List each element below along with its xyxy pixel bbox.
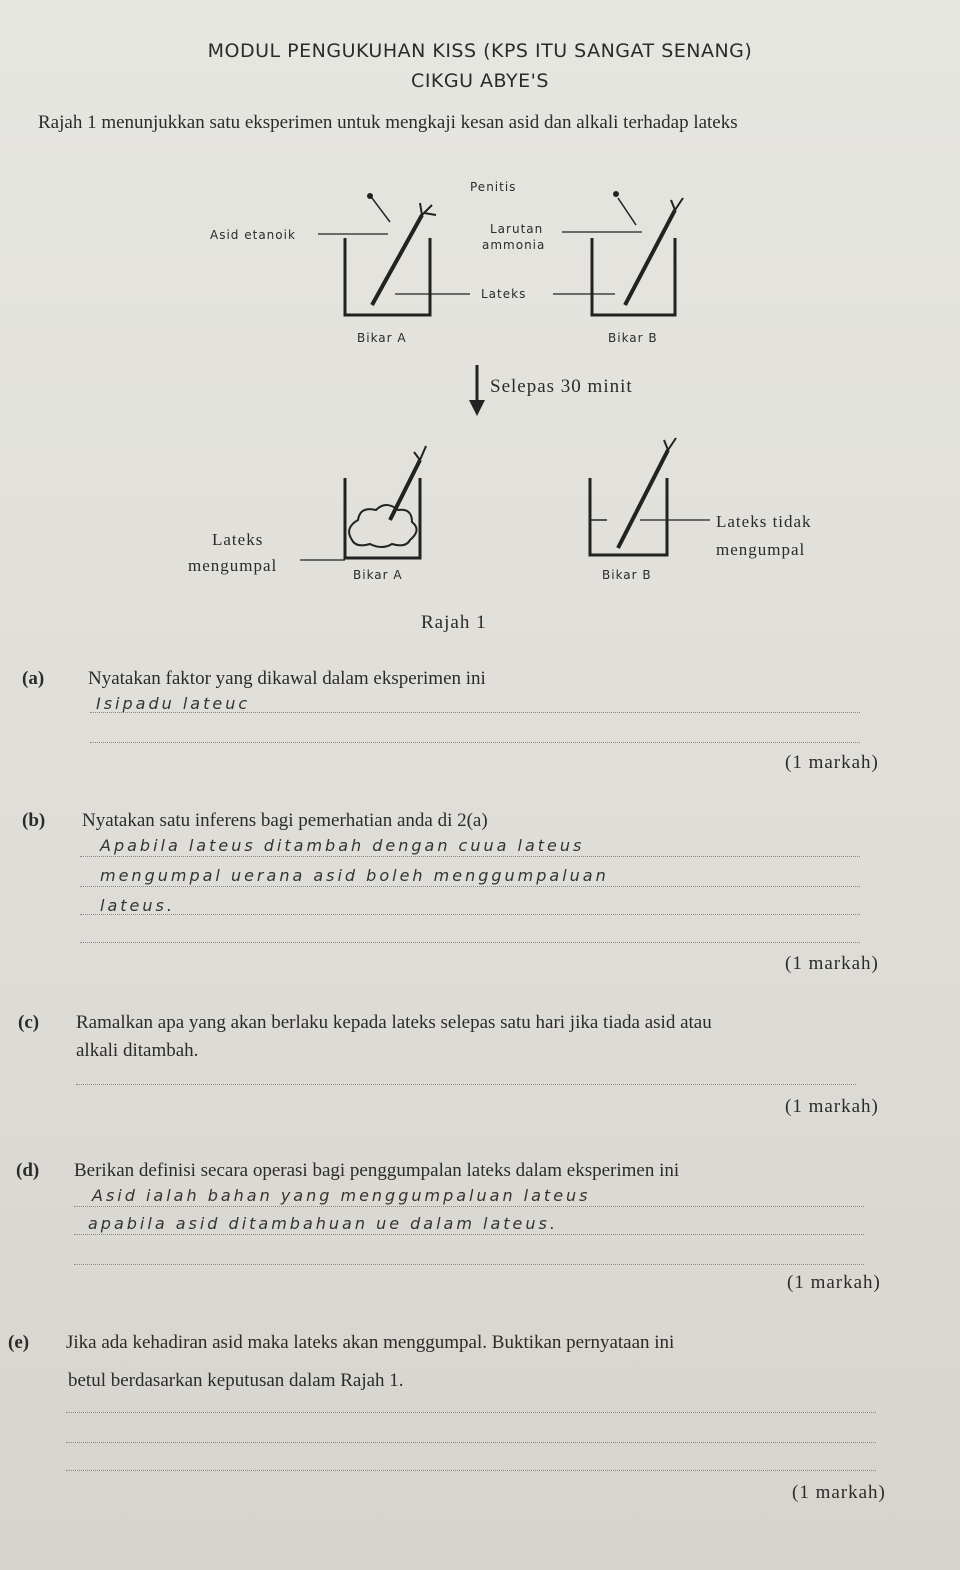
answer-line[interactable] bbox=[80, 942, 860, 943]
question-d-marks: (1 markah) bbox=[787, 1272, 881, 1293]
latex-label: Lateks bbox=[481, 287, 527, 301]
figure-caption: Rajah 1 bbox=[421, 612, 487, 633]
answer-d-line-2: apabila asid ditambahuan ue dalam lateus. bbox=[88, 1214, 558, 1233]
not-coagulated-label-2: mengumpal bbox=[716, 540, 806, 559]
answer-a-line-1: Isipadu lateuc bbox=[96, 694, 251, 713]
answer-line[interactable] bbox=[80, 914, 860, 915]
question-d-label: (d) bbox=[16, 1160, 40, 1181]
question-b-label: (b) bbox=[22, 810, 46, 831]
question-b-text: Nyatakan satu inferens bagi pemerhatian anda di 2(a) bbox=[82, 810, 488, 831]
answer-b-line-3: lateus. bbox=[100, 896, 175, 915]
question-c-text-1: Ramalkan apa yang akan berlaku kepada lateks selepas satu hari jika tiada asid atau bbox=[76, 1012, 712, 1033]
intro-text: Rajah 1 menunjukkan satu eksperimen untuk mengkaji kesan asid dan alkali terhadap lateks bbox=[38, 112, 738, 133]
teacher-name: CIKGU ABYE'S bbox=[411, 70, 549, 92]
not-coagulated-label-1: Lateks tidak bbox=[716, 512, 812, 531]
answer-line[interactable] bbox=[90, 742, 860, 743]
beaker-b-label: Bikar B bbox=[608, 331, 658, 345]
answer-line[interactable] bbox=[74, 1206, 864, 1207]
rajah-1-diagram bbox=[0, 0, 960, 650]
question-b-marks: (1 markah) bbox=[785, 953, 879, 974]
question-c-text-2: alkali ditambah. bbox=[76, 1040, 199, 1061]
beaker-b-bottom bbox=[590, 478, 667, 555]
beaker-a-label: Bikar A bbox=[357, 331, 407, 345]
question-d-text: Berikan definisi secara operasi bagi penggumpalan lateks dalam eksperimen ini bbox=[74, 1160, 680, 1181]
beaker-b2-label: Bikar B bbox=[602, 568, 652, 582]
beaker-b-top bbox=[592, 238, 675, 315]
answer-line[interactable] bbox=[74, 1234, 864, 1235]
coagulated-label-1: Lateks bbox=[212, 530, 264, 549]
question-a-label: (a) bbox=[22, 668, 45, 689]
question-a-text: Nyatakan faktor yang dikawal dalam eksperimen ini bbox=[88, 668, 486, 689]
answer-line[interactable] bbox=[76, 1084, 856, 1085]
down-arrow-icon bbox=[469, 400, 485, 416]
module-title: MODUL PENGUKUHAN KISS (KPS ITU SANGAT SENANG) bbox=[207, 40, 753, 62]
answer-line[interactable] bbox=[66, 1442, 876, 1443]
after-30-min: Selepas 30 minit bbox=[490, 376, 633, 397]
answer-line[interactable] bbox=[66, 1412, 876, 1413]
answer-line[interactable] bbox=[74, 1264, 864, 1265]
answer-b-line-1: Apabila lateus ditambah dengan cuua lateus bbox=[100, 836, 585, 855]
question-e-label: (e) bbox=[8, 1332, 30, 1353]
question-c-marks: (1 markah) bbox=[785, 1096, 879, 1117]
stirring-rod-b bbox=[625, 210, 675, 305]
stirring-rod-a bbox=[372, 215, 422, 305]
question-a-marks: (1 markah) bbox=[785, 752, 879, 773]
acid-label: Asid etanoik bbox=[210, 228, 296, 242]
answer-line[interactable] bbox=[80, 856, 860, 857]
beaker-a2-label: Bikar A bbox=[353, 568, 403, 582]
question-e-text-1: Jika ada kehadiran asid maka lateks akan menggumpal. Buktikan pernyataan ini bbox=[66, 1332, 675, 1353]
answer-b-line-2: mengumpal uerana asid boleh menggumpaluan bbox=[100, 866, 609, 885]
coagulated-latex bbox=[349, 505, 416, 547]
answer-d-line-1: Asid ialah bahan yang menggumpaluan lateus bbox=[92, 1186, 591, 1205]
ammonia-label-1: Larutan bbox=[490, 222, 544, 236]
coagulated-label-2: mengumpal bbox=[188, 556, 278, 575]
answer-line[interactable] bbox=[90, 712, 860, 713]
ammonia-label-2: ammonia bbox=[482, 238, 546, 252]
question-c-label: (c) bbox=[18, 1012, 40, 1033]
dropper-label: Penitis bbox=[470, 180, 517, 194]
answer-line[interactable] bbox=[80, 886, 860, 887]
question-e-text-2: betul berdasarkan keputusan dalam Rajah 1. bbox=[68, 1370, 404, 1391]
question-e-marks: (1 markah) bbox=[792, 1482, 886, 1503]
answer-line[interactable] bbox=[66, 1470, 876, 1471]
